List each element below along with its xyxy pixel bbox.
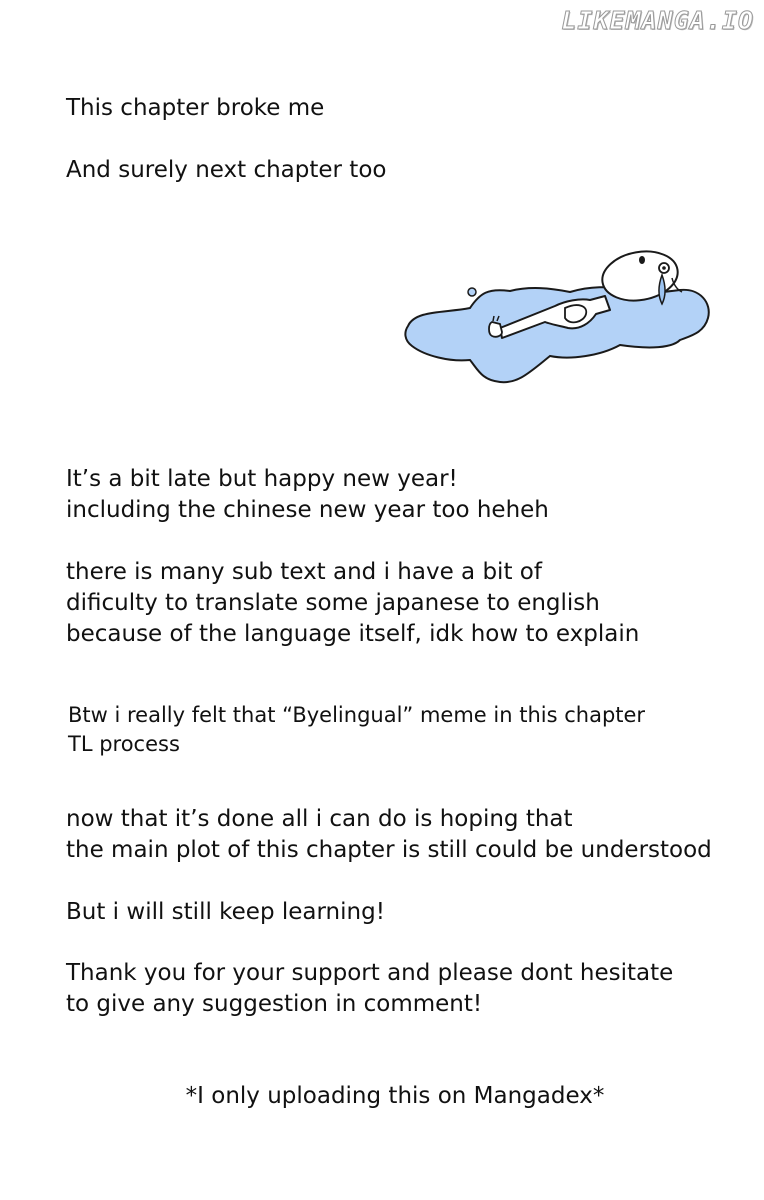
text-line-1: This chapter broke me bbox=[66, 95, 325, 121]
text-line-4: including the chinese new year too heheh bbox=[66, 497, 549, 523]
text-line-6: dificulty to translate some japanese to english bbox=[66, 590, 600, 616]
text-line-2: And surely next chapter too bbox=[66, 157, 387, 183]
text-line-13: Thank you for your support and please dont hesitate bbox=[66, 960, 674, 986]
text-line-11: the main plot of this chapter is still could be understood bbox=[66, 837, 712, 863]
text-line-10: now that it’s done all i can do is hoping that bbox=[66, 806, 573, 832]
closing-note: *I only uploading this on Mangadex* bbox=[185, 1083, 605, 1109]
crying-figure-in-puddle-icon bbox=[400, 248, 715, 393]
text-line-14: to give any suggestion in comment! bbox=[66, 991, 483, 1017]
text-line-3: It’s a bit late but happy new year! bbox=[66, 466, 458, 492]
site-watermark: LIKEMANGA.IO bbox=[561, 6, 754, 35]
text-line-12: But i will still keep learning! bbox=[66, 899, 385, 925]
text-line-9: TL process bbox=[68, 732, 180, 756]
text-line-8: Btw i really felt that “Byelingual” meme in this chapter bbox=[68, 703, 646, 727]
text-line-7: because of the language itself, idk how to explain bbox=[66, 621, 640, 647]
text-line-5: there is many sub text and i have a bit of bbox=[66, 559, 542, 585]
